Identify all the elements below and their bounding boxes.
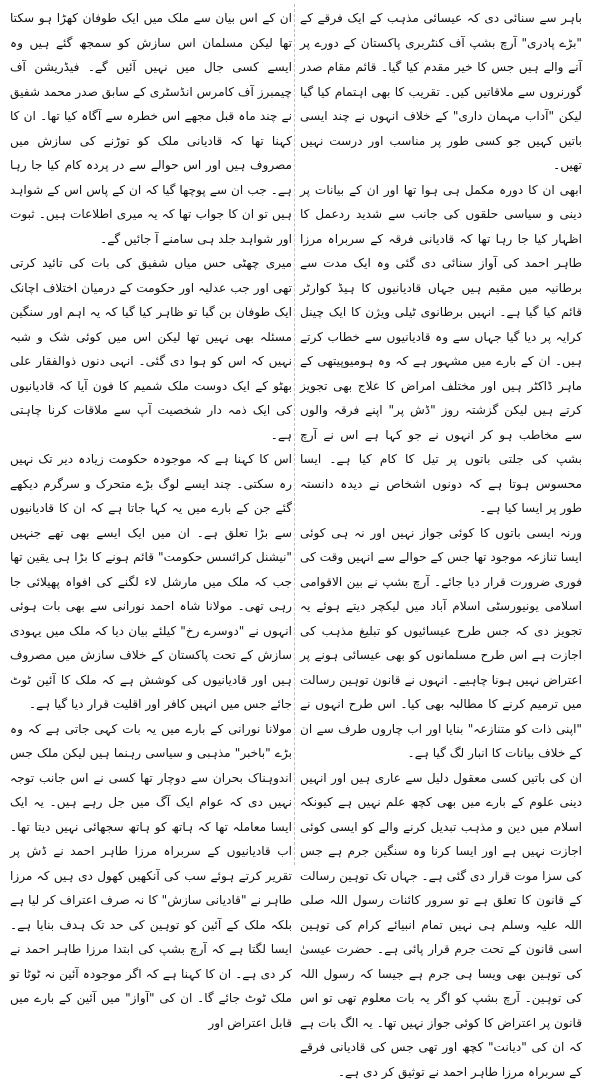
paragraph: مولانا نورانی کے بارے میں یہ بات کہی جاتی ہے کہ وہ بڑے "باخبر" مذہبی و سیاسی رہنما ہیں لیکن ملک جس اندوہناک بحران سے دوچار تھا کسی نے اس جانب توجہ نہیں دی کہ عوام ایک آگ میں جل رہے ہیں۔ یہ ایک ایسا معاملہ تھا کہ ہاتھ کو ہاتھ سجھائی نہیں دیتا تھا۔ اب قادیانیوں کے سربراہ مرزا طاہر احمد نے ڈش پر تقریر کرتے ہوئے سب کی آنکھیں کھول دی ہیں کہ مرزا طاہر نے "قادیانی سازش" کا نہ صرف اعتراف کر لیا ہے بلکہ ملک کے آئین کو توہین کی حد تک ہدف بنایا ہے۔ ایسا لگتا ہے کہ آرچ بشپ کی ابتدا مرزا طاہر احمد نے کر دی ہے۔ ان کا کہنا ہے کہ اگر موجودہ آئین نہ ٹوٹا تو ملک ٹوٹ جائے گا۔ ان کی "آواز" میں آئین کے بارے میں قابل اعتراض اور	[10, 717, 292, 1036]
paragraph: ورنہ ایسی باتوں کا کوئی جواز نہیں اور نہ ہی کوئی ایسا تنازعہ موجود تھا جس کے حوالے سے انہیں وقت کی فوری ضرورت قرار دیا جائے۔ آرچ بشپ نے بین الاقوامی اسلامی یونیورسٹی اسلام آباد میں لیکچر دیتے ہوئے یہ تجویز دی کہ جس طرح عیسائیوں کو تبلیغ مذہب کی اجازت ہے اس طرح مسلمانوں کو بھی عیسائی ہونے پر اعتراض نہیں ہونا چاہیے۔ انہوں نے قانون توہین رسالت میں ترمیم کرنے کا مطالبہ بھی کیا۔ اس طرح انہوں نے "اپنی ذات کو متنازعہ" بنایا اور اب چاروں طرف سے ان کے خلاف بیانات کا انبار لگ گیا ہے۔	[300, 521, 582, 766]
paragraph: باہر سے سنائی دی کہ عیسائی مذہب کے ایک فرقے کے "بڑے پادری" آرچ بشپ آف کنٹربری پاکستان کے دورے پر آنے والے ہیں جس کا خیر مقدم کیا گیا۔ قائم مقام صدر گورنروں سے ملاقاتیں کیں۔ تقریب کا بھی اہتمام کیا گیا لیکن "آداب مہمان داری" کے خلاف انہوں نے چند ایسی باتیں کہیں جو کسی طور پر مناسب اور درست نہیں تھیں۔	[300, 6, 582, 178]
paragraph: ان کے اس بیان سے ملک میں ایک طوفان کھڑا ہو سکتا تھا لیکن مسلمان اس سازش کو سمجھ گئے ہیں وہ ایسے کسی جال میں نہیں آئیں گے۔ فیڈریشن آف چیمبرز آف کامرس انڈسٹری کے سابق صدر محمد شفیق نے چند ماہ قبل مجھے اس خطرہ سے آگاہ کیا تھا۔ ان کا کہنا تھا کہ قادیانی ملک کو توڑنے کی سازش میں مصروف ہیں اور اس حوالے سے در پردہ کام کیا جا رہا ہے۔ جب ان سے پوچھا گیا کہ ان کے پاس اس کے شواہد ہیں تو ان کا جواب تھا کہ یہ میری اطلاعات ہیں۔ ثبوت اور شواہد جلد ہی سامنے آ جائیں گے۔	[10, 6, 292, 251]
right-text-column	[300, 6, 582, 865]
paragraph: اس کا کہنا ہے کہ موجودہ حکومت زیادہ دیر تک نہیں رہ سکتی۔ چند ایسے لوگ بڑے متحرک و سرگرم دیکھے گئے جن کے بارے میں یہ کہا جاتا ہے کہ ان کا قادیانیوں سے بڑا تعلق ہے۔ ان میں ایک ایسے بھی تھے جنہیں "نیشنل کرائسس حکومت" قائم ہونے کا بڑا ہی یقین تھا جب کہ ملک میں مارشل لاء لگنے کی افواہ پھیلائی جا رہی تھی۔ مولانا شاہ احمد نورانی سے بھی بات ہوئی انہوں نے "دوسرے رخ" کیلئے بیان دیا کہ ملک میں یہودی سازش کے تحت پاکستان کے خلاف سازش میں مصروف ہیں اور قادیانیوں کی کوشش ہے کہ ملک کا آئین ٹوٹ جائے جس میں انہیں کافر اور اقلیت قرار دیا گیا ہے۔	[10, 447, 292, 717]
left-text-column	[10, 6, 292, 865]
column-divider	[294, 4, 295, 865]
paragraph: میری چھٹی حس میاں شفیق کی بات کی تائید کرتی تھی اور جب عدلیہ اور حکومت کے درمیان اختلاف اچانک ایک طوفان بن گیا تو ظاہر کیا گیا کہ یہ اہم اور سنگین مسئلہ بھی نہیں تھا لیکن اس میں کوئی شک و شبہ نہیں کہ اس کو ہوا دی گئی۔ انہی دنوں ذوالفقار علی بھٹو کے ایک دوست ملک شمیم کا فون آیا کہ قادیانیوں کی ایک ذمہ دار شخصیت آپ سے ملاقات کرنا چاہتی ہے۔	[10, 251, 292, 447]
paragraph: ان کی باتیں کسی معقول دلیل سے عاری ہیں اور انہیں دینی علوم کے بارے میں بھی کچھ علم نہیں ہے کیونکہ اسلام میں دین و مذہب تبدیل کرنے والے کو ایسی کوئی اجازت نہیں ہے اور ایسا کرنا وہ سنگین جرم ہے جس کی سزا موت قرار دی گئی ہے۔ جہاں تک توہین رسالت کے قانون کا تعلق ہے تو سرور کائنات رسول اللہ صلی اللہ علیہ وسلم ہی نہیں تمام انبیائے کرام کی توہین اسی قانون کے تحت جرم قرار پائی ہے۔ حضرت عیسیٰ کی توہین بھی ویسا ہی جرم ہے جیسا کہ رسول اللہ کی توہین۔ آرچ بشپ کو اگر یہ بات معلوم تھی تو اس قانون پر اعتراض کا کوئی جواز نہیں تھا۔ یہ الگ بات ہے کہ ان کی "دیانت" کچھ اور تھی جس کی قادیانی فرقے کے سربراہ مرزا طاہر احمد نے توثیق کر دی ہے۔	[300, 766, 582, 1084]
paragraph: ابھی ان کا دورہ مکمل ہی ہوا تھا اور ان کے بیانات پر دینی و سیاسی حلقوں کی جانب سے شدید ردعمل کا اظہار کیا جا رہا تھا کہ قادیانی فرقہ کے سربراہ مرزا طاہر احمد کی آواز سنائی دی گئی وہ ایک مدت سے برطانیہ میں مقیم ہیں جہاں قادیانیوں کا ہیڈ کوارٹر قائم کیا گیا ہے۔ انہیں برطانوی ٹیلی ویژن کا ایک چینل کرایہ پر دیا گیا جہاں سے وہ قادیانیوں سے خطاب کرتے ہیں۔ ان کے بارے میں مشہور ہے کہ وہ ہومیوپیتھی کے ماہر ڈاکٹر ہیں اور مختلف امراض کا علاج بھی تجویز کرتے ہیں لیکن گزشتہ روز "ڈش پر" اپنے فرقہ والوں سے مخاطب ہو کر انہوں نے جو کہا ہے اس نے آرچ بشپ کی جلتی باتوں پر تیل کا کام کیا ہے۔ ایسا محسوس ہوتا ہے کہ دونوں اشخاص نے دیدہ دانستہ طور پر ایسا کیا ہے۔	[300, 178, 582, 521]
